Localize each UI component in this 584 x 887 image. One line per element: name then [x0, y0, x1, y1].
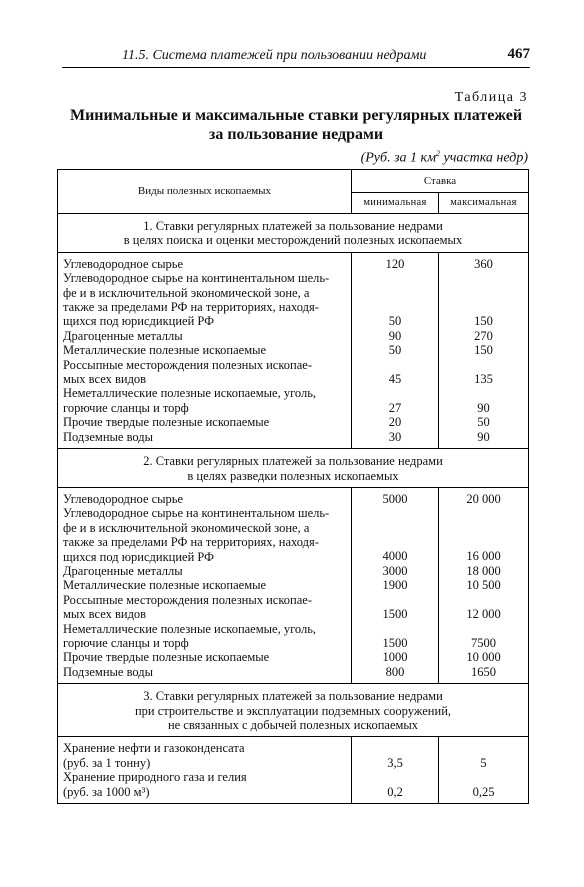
section-heading-line: не связанных с добычей полезных ископаемых	[167, 718, 419, 732]
spacer	[352, 506, 438, 520]
mineral-name-line: Углеводородное сырье на континентальном шель-	[63, 506, 330, 521]
min-rate-value: 90	[388, 328, 402, 343]
mineral-name-line: Металлические полезные ископаемые	[63, 578, 267, 593]
mineral-name-line: Углеводородное сырье на континентальном шель-	[63, 271, 330, 286]
max-rates-cell	[439, 487, 529, 683]
spacer	[439, 593, 528, 607]
running-header-title: 11.5. Система платежей при пользовании недрами	[122, 48, 427, 63]
max-rate-value: 90	[477, 429, 490, 444]
min-rate-value: 50	[388, 343, 402, 358]
min-rate-value: 27	[388, 400, 402, 415]
table-label: Таблица 3	[454, 90, 528, 105]
spacer	[352, 741, 438, 755]
mineral-name-line: горючие сланцы и торф	[63, 635, 189, 650]
min-rate-value: 0,2	[387, 784, 403, 799]
section-heading-line: 3. Ставки регулярных платежей за пользование недрами	[143, 689, 443, 704]
max-rates-cell	[439, 252, 529, 448]
table-body	[58, 214, 529, 804]
mineral-name-line: щихся под юрисдикцией РФ	[63, 549, 214, 564]
column-header-rate: Ставка	[352, 170, 529, 193]
section-heading-line: в целях разведки полезных ископаемых	[187, 468, 399, 483]
section-heading-row	[58, 214, 529, 253]
spacer	[352, 358, 438, 372]
table-unit-suffix: участка недр)	[440, 150, 528, 166]
mineral-name-line: Подземные воды	[63, 664, 154, 679]
min-rate-value: 3,5	[387, 755, 403, 770]
page-number: 467	[507, 46, 530, 62]
mineral-name-line: также за пределами РФ на территориях, находя-	[63, 535, 319, 550]
min-rate-value: 1500	[382, 635, 408, 650]
min-rate-value: 50	[388, 314, 402, 329]
min-rates-cell	[352, 252, 439, 448]
max-rate-value: 10 500	[466, 578, 501, 593]
mineral-name-line: Неметаллические полезные ископаемые, уголь,	[63, 621, 317, 636]
mineral-name-line: мых всех видов	[63, 372, 147, 387]
mineral-name-line: Углеводородное сырье	[63, 256, 184, 271]
spacer	[439, 622, 528, 636]
spacer	[352, 286, 438, 300]
mineral-name-line: Углеводородное сырье	[63, 491, 184, 506]
min-rates-cell	[352, 487, 439, 683]
spacer	[352, 300, 438, 314]
spacer	[352, 271, 438, 285]
max-rate-value: 1650	[471, 664, 496, 679]
section-heading-line: в целях поиска и оценки месторождений полезных ископаемых	[123, 233, 463, 248]
mineral-names-cell	[58, 737, 352, 804]
mineral-name-line: фе и в исключительной экономической зоне, а	[63, 520, 310, 535]
mineral-name-line: горючие сланцы и торф	[63, 400, 189, 415]
spacer	[439, 271, 528, 285]
max-rate-value: 18 000	[466, 563, 501, 578]
spacer	[439, 358, 528, 372]
mineral-names-cell	[58, 487, 352, 683]
column-header-min: минимальная	[352, 193, 439, 214]
spacer	[439, 506, 528, 520]
max-rate-value: 20 000	[466, 491, 501, 506]
min-rate-value: 800	[385, 664, 405, 679]
section-data-row	[58, 252, 529, 448]
column-header-max: максимальная	[439, 193, 529, 214]
table-unit	[361, 149, 528, 167]
mineral-name-line: Россыпные месторождения полезных ископае-	[63, 357, 312, 372]
mineral-name-line: мых всех видов	[63, 607, 147, 622]
max-rate-value: 150	[474, 343, 493, 358]
spacer	[439, 300, 528, 314]
mineral-name-line: Прочие твердые полезные ископаемые	[63, 415, 270, 430]
spacer	[439, 535, 528, 549]
mineral-name-line: Хранение природного газа и гелия	[63, 770, 247, 785]
mineral-name-line: Драгоценные металлы	[63, 563, 183, 578]
max-rates-cell	[439, 737, 529, 804]
min-rate-value: 120	[385, 256, 405, 271]
min-rate-value: 30	[388, 429, 402, 444]
table-title-line: за пользование недрами	[208, 126, 384, 143]
section-data-row	[58, 737, 529, 804]
rates-table	[57, 169, 529, 804]
max-rate-value: 360	[474, 256, 493, 271]
running-header	[62, 45, 530, 68]
table-unit-sup: 2	[436, 149, 441, 158]
mineral-name-line: Прочие твердые полезные ископаемые	[63, 650, 270, 665]
max-rate-value: 12 000	[466, 607, 501, 622]
mineral-name-line: (руб. за 1 тонну)	[63, 755, 151, 770]
min-rates-cell	[352, 737, 439, 804]
spacer	[352, 521, 438, 535]
section-heading-line: 1. Ставки регулярных платежей за пользование недрами	[143, 219, 443, 233]
mineral-name-line: Подземные воды	[63, 429, 154, 444]
mineral-name-line: также за пределами РФ на территориях, находя-	[63, 300, 319, 315]
section-heading	[58, 684, 529, 737]
max-rate-value: 16 000	[466, 549, 501, 564]
mineral-name-line: фе и в исключительной экономической зоне, а	[63, 285, 310, 300]
spacer	[439, 521, 528, 535]
section-heading-line: 2. Ставки регулярных платежей за пользование недрами	[143, 454, 443, 469]
section-heading-row	[58, 684, 529, 737]
mineral-name-line: (руб. за 1000 м³)	[63, 784, 150, 799]
max-rate-value: 5	[480, 755, 487, 770]
table-title	[55, 106, 537, 144]
table-unit-prefix: (Руб. за 1 км	[360, 150, 437, 166]
max-rate-value: 90	[477, 400, 490, 415]
spacer	[352, 770, 438, 784]
mineral-name-line: Неметаллические полезные ископаемые, уголь,	[63, 386, 317, 401]
mineral-name-line: Россыпные месторождения полезных ископае-	[63, 592, 312, 607]
max-rate-value: 0,25	[472, 784, 495, 799]
max-rate-value: 150	[474, 314, 493, 329]
min-rate-value: 3000	[382, 563, 408, 578]
spacer	[439, 741, 528, 755]
spacer	[352, 386, 438, 400]
max-rate-value: 50	[477, 415, 490, 430]
min-rate-value: 4000	[382, 549, 408, 564]
spacer	[439, 386, 528, 400]
max-rate-value: 7500	[471, 635, 496, 650]
max-rate-value: 10 000	[466, 650, 501, 665]
section-data-row	[58, 487, 529, 683]
min-rate-value: 1900	[382, 578, 408, 593]
min-rate-value: 20	[388, 415, 402, 430]
mineral-name-line: Металлические полезные ископаемые	[63, 343, 267, 358]
section-heading-row	[58, 449, 529, 488]
section-heading-line: при строительстве и эксплуатации подземных сооружений,	[134, 703, 452, 718]
section-heading	[58, 449, 529, 488]
mineral-name-line: Драгоценные металлы	[63, 328, 183, 343]
section-heading	[58, 214, 529, 253]
column-header-kind: Виды полезных ископаемых	[58, 170, 352, 214]
table-title-line: Минимальные и максимальные ставки регулярных платежей	[69, 107, 523, 124]
mineral-names-cell	[58, 252, 352, 448]
min-rate-value: 1000	[382, 650, 408, 665]
min-rate-value: 5000	[382, 491, 408, 506]
mineral-name-line: щихся под юрисдикцией РФ	[63, 314, 214, 329]
min-rate-value: 1500	[382, 607, 408, 622]
spacer	[352, 593, 438, 607]
spacer	[439, 770, 528, 784]
spacer	[352, 622, 438, 636]
min-rate-value: 45	[388, 372, 402, 386]
spacer	[352, 535, 438, 549]
mineral-name-line: Хранение нефти и газоконденсата	[63, 741, 245, 756]
max-rate-value: 135	[474, 372, 493, 386]
max-rate-value: 270	[474, 328, 493, 343]
spacer	[439, 286, 528, 300]
